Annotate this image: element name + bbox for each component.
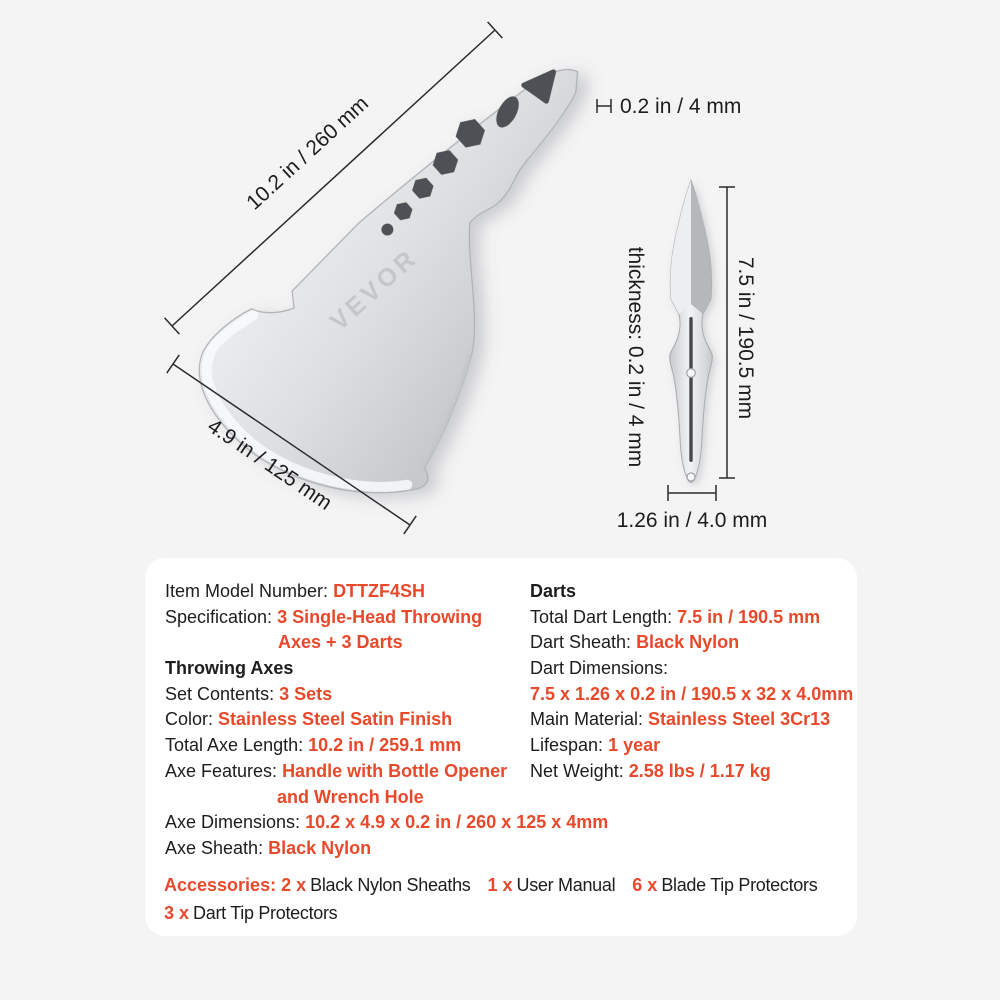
spec-row-specification: Specification: 3 Single-Head Throwing [165, 606, 483, 627]
spec-card [145, 558, 857, 936]
dart-length-label: 7.5 in / 190.5 mm [734, 256, 757, 420]
dart-middle-hole [687, 369, 696, 378]
spec-section-darts: Darts [530, 581, 577, 601]
spec-row-set-contents: Set Contents: 3 Sets [165, 683, 333, 704]
spec-row-dart-dimensions-label: Dart Dimensions: [530, 658, 669, 679]
accessory-item: 1 x User Manual [487, 875, 616, 895]
spec-section-throwing-axes: Throwing Axes [165, 658, 294, 679]
spec-row-total-dart-length: Total Dart Length: 7.5 in / 190.5 mm [530, 606, 821, 627]
spec-row-axe-dimensions: Axe Dimensions: 10.2 x 4.9 x 0.2 in / 260 x 125 x 4mm [165, 812, 609, 833]
spec-row-axe-features-cont: and Wrench Hole [277, 786, 424, 807]
accessories-section [164, 872, 834, 927]
axe-length-label: 10.2 in / 260 mm [242, 91, 374, 215]
dart-width-label: 1.26 in / 4.0 mm [616, 509, 768, 532]
spec-row-axe-sheath: Axe Sheath: Black Nylon [165, 837, 372, 858]
spec-row-net-weight: Net Weight: 2.58 lbs / 1.17 kg [530, 760, 771, 781]
axe-thickness-dimension [597, 95, 741, 118]
dart-thickness-label: thickness: 0.2 in / 4 mm [624, 246, 647, 468]
accessories-title: Accessories: [164, 875, 282, 895]
dart-length-dimension [719, 187, 757, 478]
spec-row-axe-features: Axe Features: Handle with Bottle Opener [165, 760, 508, 781]
accessory-item: 2 x Black Nylon Sheaths [281, 875, 471, 895]
dart-bottom-hole [687, 473, 695, 481]
accessories-line-2 [164, 900, 834, 928]
accessory-item: 6 x Blade Tip Protectors [632, 875, 818, 895]
spec-row-specification-cont: Axes + 3 Darts [278, 632, 403, 653]
axe-width-label: 4.9 in / 125 mm [203, 414, 336, 515]
dart-width-dimension [617, 485, 768, 532]
dart-center-slot [689, 317, 692, 462]
dart-illustration [670, 180, 713, 483]
spec-column-darts [530, 579, 853, 785]
accessory-item: 3 x Dart Tip Protectors [164, 902, 338, 923]
accessories-line-1 [164, 872, 834, 900]
spec-row-dart-sheath: Dart Sheath: Black Nylon [530, 632, 740, 653]
spec-row-main-material: Main Material: Stainless Steel 3Cr13 [530, 709, 831, 730]
spec-row-color: Color: Stainless Steel Satin Finish [165, 709, 453, 730]
spec-row-lifespan: Lifespan: 1 year [530, 735, 661, 756]
spec-row-model: Item Model Number: DTTZF4SH [165, 581, 426, 601]
brand-watermark: VEVOR [324, 243, 424, 337]
axe-thickness-label: 0.2 in / 4 mm [620, 95, 742, 118]
spec-row-dart-dimensions-value: 7.5 x 1.26 x 0.2 in / 190.5 x 32 x 4.0mm [530, 683, 854, 704]
spec-row-total-axe-length: Total Axe Length: 10.2 in / 259.1 mm [165, 735, 462, 756]
